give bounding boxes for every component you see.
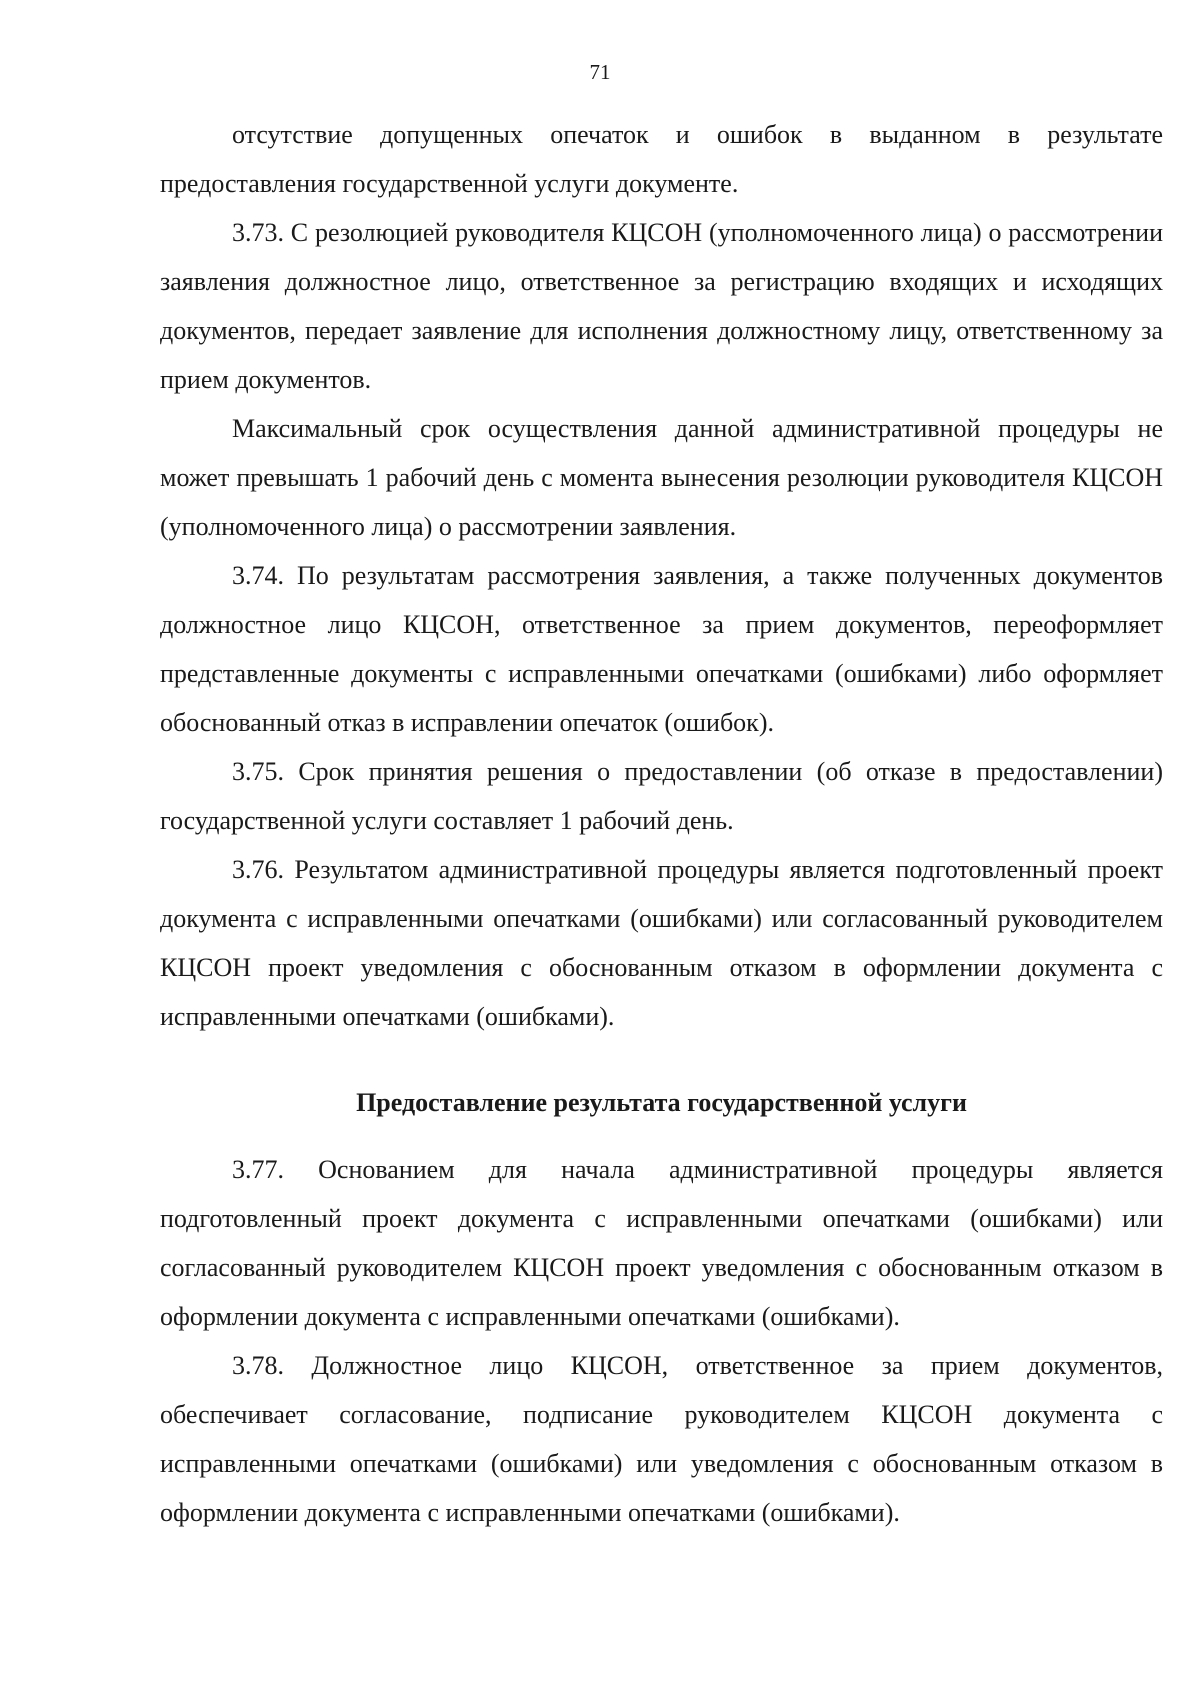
paragraph-max-deadline: Максимальный срок осуществления данной административной процедуры не может превышать 1 рабочий день с момента вынесения резолюции руководителя КЦСОН (уполномоченного лица) о рассмотрении заявления. (160, 414, 1163, 541)
paragraph-3-77: 3.77. Основанием для начала административной процедуры является подготовленный проект документа с исправленными опечатками (ошибками) или согласованный руководителем КЦСОН проект уведомления с обоснованным отказом в оформлении документа с исправленными опечатками (ошибками). (160, 1155, 1163, 1331)
paragraph-3-74: 3.74. По результатам рассмотрения заявления, а также полученных документов должностное лицо КЦСОН, ответственное за прием документов, переоформляет представленные документы с исправленными опечатками (ошибками) либо оформляет обоснованный отказ в исправлении опечаток (ошибок). (160, 561, 1163, 737)
paragraph-3-76: 3.76. Результатом административной процедуры является подготовленный проект документа с исправленными опечатками (ошибками) или согласованный руководителем КЦСОН проект уведомления с обоснованным отказом в оформлении документа с исправленными опечатками (ошибками). (160, 855, 1163, 1031)
paragraph-3-78: 3.78. Должностное лицо КЦСОН, ответственное за прием документов, обеспечивает согласование, подписание руководителем КЦСОН документа с исправленными опечатками (ошибками) или уведомления с обоснованным отказом в оформлении документа с исправленными опечатками (ошибками). (160, 1351, 1163, 1527)
page-number: 71 (589, 60, 611, 84)
section-heading: Предоставление результата государственной услуги (356, 1088, 967, 1117)
paragraph-3-75: 3.75. Срок принятия решения о предоставлении (об отказе в предоставлении) государственной услуги составляет 1 рабочий день. (160, 757, 1163, 835)
document-body (160, 110, 1163, 1537)
paragraph-3-73: 3.73. С резолюцией руководителя КЦСОН (уполномоченного лица) о рассмотрении заявления должностное лицо, ответственное за регистрацию входящих и исходящих документов, передает заявление для исполнения должностному лицу, ответственному за прием документов. (160, 218, 1163, 394)
paragraph-opening: отсутствие допущенных опечаток и ошибок в выданном в результате предоставления государственной услуги документе. (160, 120, 1163, 198)
